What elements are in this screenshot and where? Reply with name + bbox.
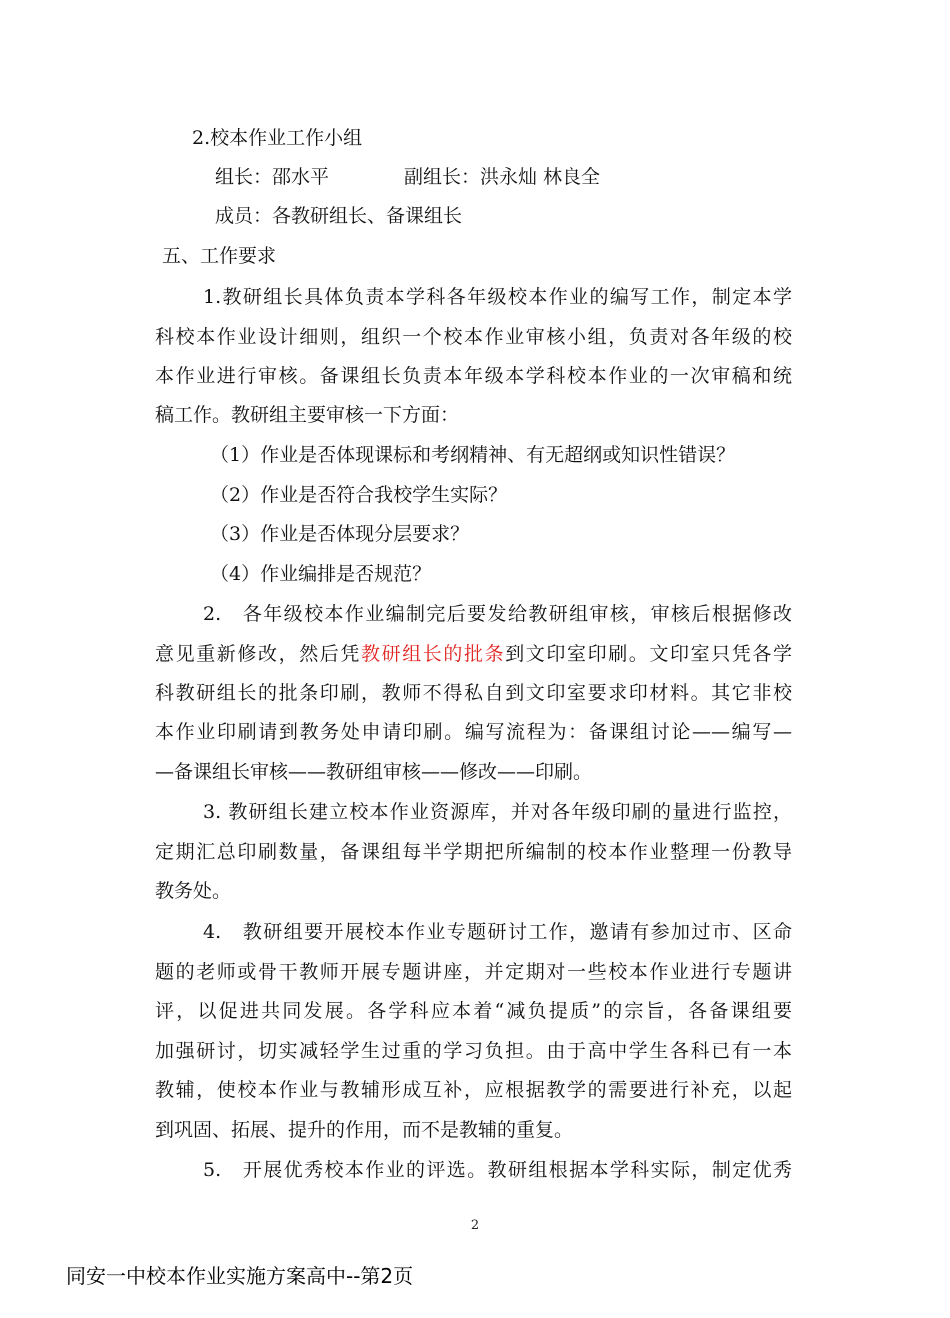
item2-line3: 科教研组长的批条印刷，教师不得私自到文印室要求印材料。其它非校 xyxy=(155,682,792,704)
item4-line3: 评，以促进共同发展。各学科应本着“减负提质”的宗旨，各备课组要 xyxy=(155,1000,792,1022)
section5-heading: 五、工作要求 xyxy=(162,245,277,267)
item4-line1: 4. 教研组要开展校本作业专题研讨工作，邀请有参加过市、区命 xyxy=(203,921,792,943)
item5-line1: 5. 开展优秀校本作业的评选。教研组根据本学科实际，制定优秀 xyxy=(203,1159,792,1181)
deputy-leader: 副组长：洪永灿 林良全 xyxy=(404,166,601,188)
review-criterion-4: （4）作业编排是否规范？ xyxy=(210,563,432,585)
item1-line4: 稿工作。教研组主要审核一下方面： xyxy=(155,404,460,426)
item2-line1: 2. 各年级校本作业编制完后要发给教研组审核，审核后根据修改 xyxy=(203,603,792,625)
item2-line2-before: 意见重新修改，然后凭 xyxy=(155,643,361,665)
page-number: 2 xyxy=(470,1218,480,1233)
item4-line5: 教辅，使校本作业与教辅形成互补，应根据教学的需要进行补充，以起 xyxy=(155,1079,792,1101)
item1-line1: 1.教研组长具体负责本学科各年级校本作业的编写工作，制定本学 xyxy=(203,286,792,308)
review-criterion-2: （2）作业是否符合我校学生实际？ xyxy=(210,484,508,506)
item4-line6: 到巩固、拓展、提升的作用，而不是教辅的重复。 xyxy=(155,1119,574,1141)
item1-line2: 科校本作业设计细则，组织一个校本作业审核小组，负责对各年级的校 xyxy=(155,326,792,348)
review-criterion-1: （1）作业是否体现课标和考纲精神、有无超纲或知识性错误？ xyxy=(210,444,736,466)
review-criterion-3: （3）作业是否体现分层要求？ xyxy=(210,523,470,545)
item2-line5: —备课组长审核——教研组审核——修改——印刷。 xyxy=(155,761,593,783)
group-members: 成员：各教研组长、备课组长 xyxy=(215,205,463,227)
item2-line4: 本作业印刷请到教务处申请印刷。编写流程为：备课组讨论——编写— xyxy=(155,721,792,743)
item3-line1: 3. 教研组长建立校本作业资源库，并对各年级印刷的量进行监控， xyxy=(203,801,792,823)
item3-line2: 定期汇总印刷数量，备课组每半学期把所编制的校本作业整理一份教导 xyxy=(155,841,792,863)
item2-line2-after: 到文印室印刷。文印室只凭各学 xyxy=(505,643,792,665)
group-leader: 组长：邵水平 xyxy=(215,166,330,188)
item1-line3: 本作业进行审核。备课组长负责本年级本学科校本作业的一次审稿和统 xyxy=(155,365,792,387)
approval-slip-highlight: 教研组长的批条 xyxy=(361,643,506,665)
item4-line4: 加强研讨，切实减轻学生过重的学习负担。由于高中学生各科已有一本 xyxy=(155,1040,792,1062)
item3-line3: 教务处。 xyxy=(155,880,232,902)
document-footer: 同安一中校本作业实施方案高中--第2页 xyxy=(66,1264,414,1288)
item2-line2 xyxy=(155,642,792,666)
section2-heading: 2.校本作业工作小组 xyxy=(192,127,363,149)
item4-line2: 题的老师或骨干教师开展专题讲座，并定期对一些校本作业进行专题讲 xyxy=(155,961,792,983)
